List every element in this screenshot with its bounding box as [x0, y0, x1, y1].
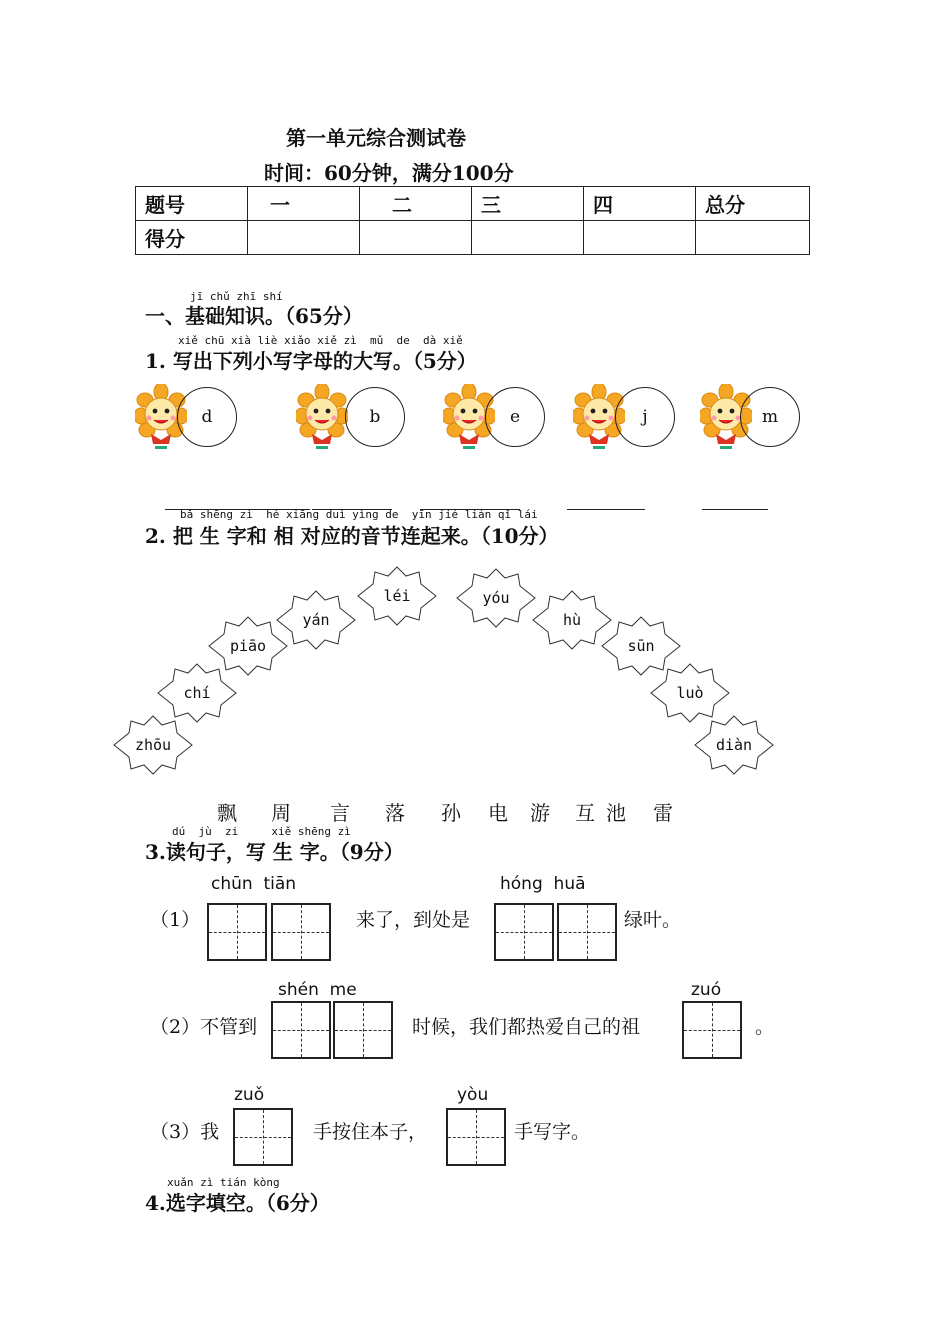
page-subtitle: 时间：60分钟，满分100分	[264, 161, 514, 185]
writing-grid-box[interactable]	[494, 903, 554, 961]
syllable-text: yóu	[482, 589, 510, 607]
sentence-text: 手写字。	[514, 1121, 591, 1143]
hanzi-character[interactable]: 电	[488, 801, 508, 825]
lowercase-letter: d	[201, 407, 213, 427]
hanzi-character[interactable]: 孙	[441, 801, 461, 825]
sentence-text: 时候，我们都热爱自己的祖	[412, 1016, 641, 1038]
sentence-number: （2）不管到	[150, 1016, 258, 1038]
syllable-star[interactable]	[694, 715, 774, 775]
writing-grid-box[interactable]	[682, 1001, 742, 1059]
score-input-cell[interactable]	[248, 221, 360, 255]
syllable-text: sūn	[627, 637, 655, 655]
writing-grid-box[interactable]	[446, 1108, 506, 1166]
pinyin-hint: hóng huā	[500, 874, 586, 894]
score-input-cell[interactable]	[472, 221, 584, 255]
pinyin-hint: shén me	[278, 980, 357, 1000]
score-table	[135, 186, 810, 255]
score-row-values	[136, 221, 810, 255]
answer-line[interactable]	[702, 509, 768, 510]
sentence-text: 绿叶。	[624, 909, 682, 931]
writing-grid-box[interactable]	[271, 903, 331, 961]
answer-line[interactable]	[567, 509, 645, 510]
q1-heading: 1. 写出下列小写字母的大写。（5分）	[145, 349, 477, 373]
table-cell: 四	[584, 187, 696, 221]
writing-grid-box[interactable]	[207, 903, 267, 961]
lowercase-letter: m	[761, 407, 779, 427]
score-input-cell[interactable]	[696, 221, 810, 255]
writing-grid-box[interactable]	[333, 1001, 393, 1059]
hanzi-character[interactable]: 雷	[653, 801, 673, 825]
score-input-cell[interactable]	[584, 221, 696, 255]
syllable-text: luò	[676, 684, 704, 702]
table-cell: 二	[360, 187, 472, 221]
lowercase-letter: e	[509, 407, 521, 427]
sentence-text: 来了，到处是	[356, 909, 471, 931]
q1-pinyin: xiě chū xià liè xiǎo xiě zì mǔ de dà xiě	[178, 334, 463, 347]
syllable-star[interactable]	[357, 566, 437, 626]
letter-circle[interactable]	[345, 387, 405, 447]
sentence-text: 手按住本子，	[313, 1121, 428, 1143]
lowercase-letter: j	[642, 407, 648, 427]
table-cell: 题号	[136, 187, 248, 221]
letter-circle[interactable]	[485, 387, 545, 447]
q4-heading: 4.选字填空。（6分）	[145, 1191, 330, 1215]
sentence-number: （1）	[150, 909, 201, 931]
q3-pinyin: dú jù zi xiě shēng zì	[172, 825, 351, 838]
q2-pinyin: bǎ shēng zì hé xiāng duì yìng de yīn jié lián qǐ lái	[180, 508, 538, 521]
q2-heading: 2. 把 生 字和 相 对应的音节连起来。（10分）	[145, 524, 559, 548]
table-cell: 三	[472, 187, 584, 221]
syllable-text: léi	[383, 587, 411, 605]
hanzi-character[interactable]: 游	[530, 801, 550, 825]
q4-pinyin: xuǎn zì tián kòng	[167, 1176, 280, 1189]
table-cell: 得分	[136, 221, 248, 255]
pinyin-hint: yòu	[457, 1085, 489, 1105]
sunflower-mascot-icon	[296, 384, 348, 460]
letter-circle[interactable]	[615, 387, 675, 447]
table-cell: 总分	[696, 187, 810, 221]
section1-pinyin: jī chǔ zhī shí	[190, 290, 283, 303]
score-input-cell[interactable]	[360, 221, 472, 255]
syllable-star[interactable]	[456, 568, 536, 628]
hanzi-character[interactable]: 落	[385, 801, 405, 825]
sentence-text: 。	[755, 1016, 775, 1038]
writing-grid-box[interactable]	[233, 1108, 293, 1166]
syllable-star[interactable]	[113, 715, 193, 775]
section1-heading: 一、基础知识。（65分）	[145, 304, 363, 328]
hanzi-character[interactable]: 言	[330, 801, 350, 825]
hanzi-character[interactable]: 池	[606, 801, 626, 825]
sentence-number: （3）我	[150, 1121, 220, 1143]
writing-grid-box[interactable]	[271, 1001, 331, 1059]
pinyin-hint: zuǒ	[234, 1085, 265, 1105]
score-row-header	[136, 187, 810, 221]
syllable-text: chí	[183, 684, 211, 702]
lowercase-letter: b	[369, 407, 381, 427]
syllable-text: piāo	[229, 637, 267, 655]
hanzi-character[interactable]: 飘	[217, 801, 237, 825]
pinyin-hint: zuó	[691, 980, 722, 1000]
syllable-star[interactable]	[650, 663, 730, 723]
letter-circle[interactable]	[740, 387, 800, 447]
syllable-text: yán	[302, 611, 330, 629]
syllable-star[interactable]	[276, 590, 356, 650]
hanzi-character[interactable]: 周	[271, 801, 291, 825]
pinyin-hint: chūn tiān	[211, 874, 297, 894]
hanzi-character[interactable]: 互	[575, 801, 595, 825]
syllable-text: hù	[562, 611, 582, 629]
syllable-text: zhōu	[134, 736, 172, 754]
letter-circle[interactable]	[177, 387, 237, 447]
syllable-star[interactable]	[532, 590, 612, 650]
q3-heading: 3.读句子，写 生 字。（9分）	[145, 840, 404, 864]
table-cell: 一	[248, 187, 360, 221]
page-title: 第一单元综合测试卷	[286, 126, 466, 150]
writing-grid-box[interactable]	[557, 903, 617, 961]
syllable-text: diàn	[715, 736, 753, 754]
